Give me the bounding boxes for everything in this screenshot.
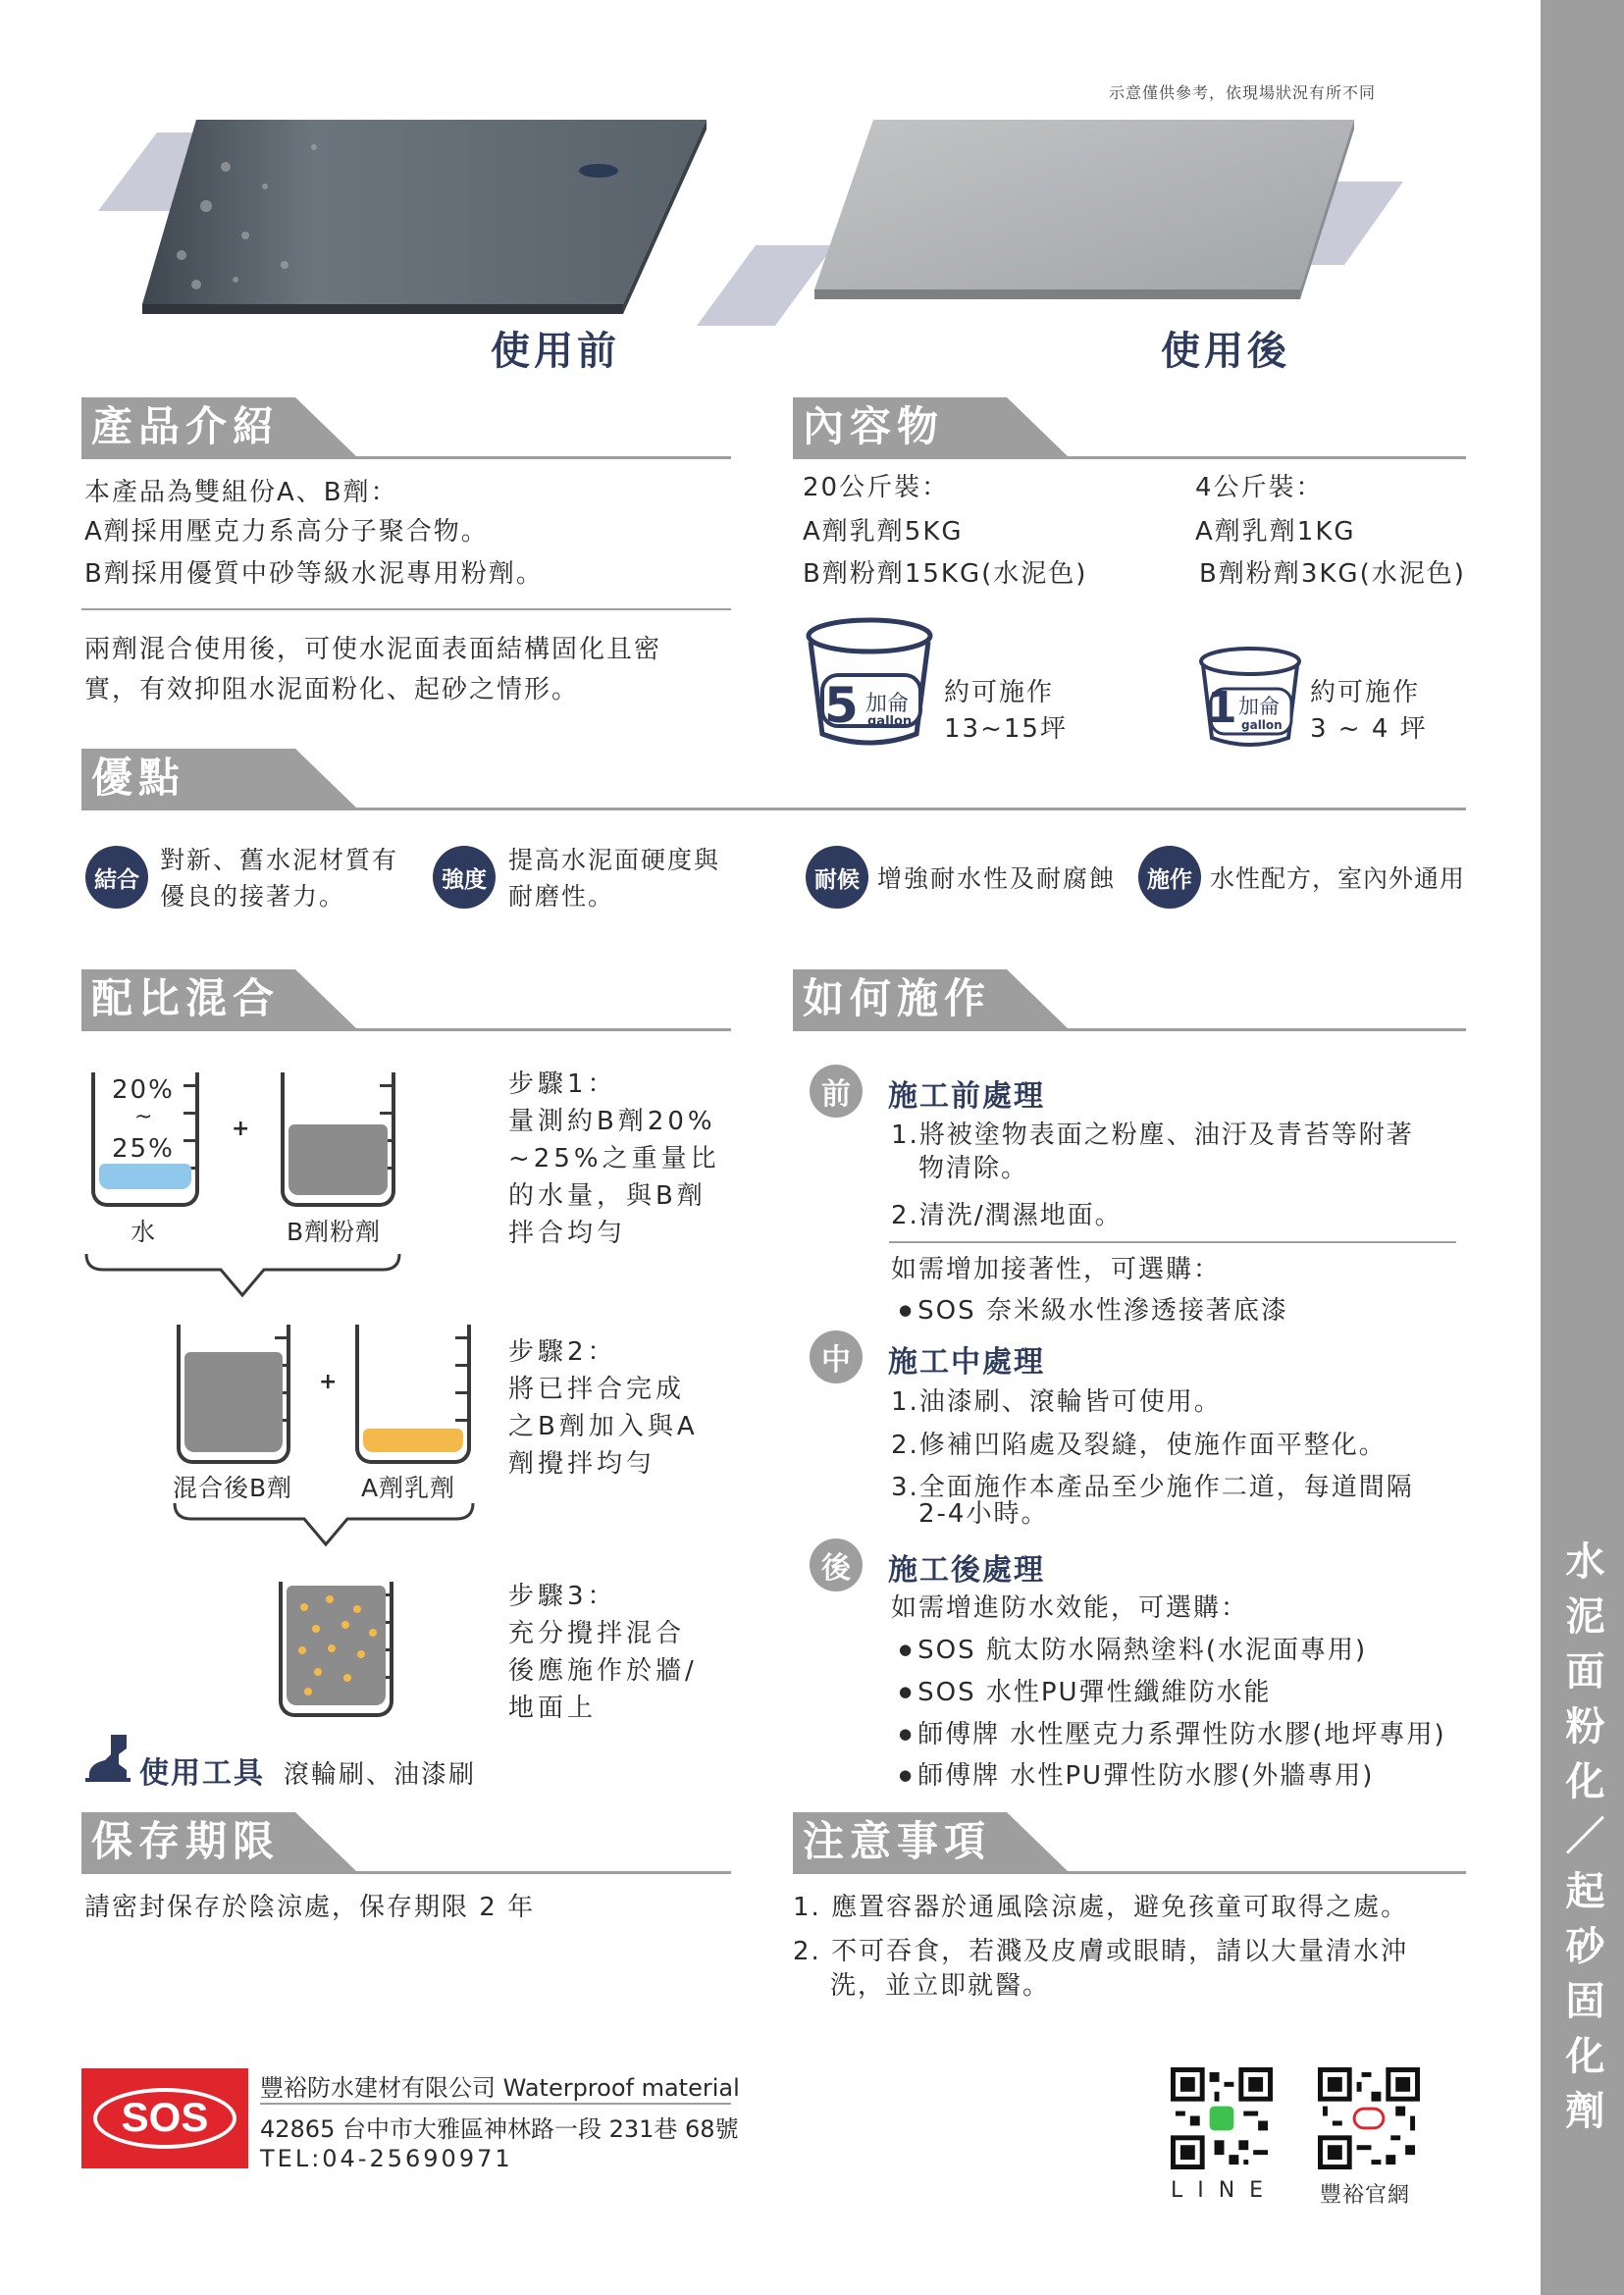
step-1 [508,1066,720,1252]
step-2-line-1: 將已拌合完成 [508,1375,686,1404]
section-contents-title: 內容物 [803,402,945,450]
after-caption: 使用後 [1161,329,1290,374]
step-2-line-2: 之B劑加入與A [508,1412,699,1441]
before-divider [889,1241,1456,1243]
pack4-title: 4公斤裝： [1195,473,1324,502]
intro-desc-2: 實，有效抑阻水泥面粉化、起砂之情形。 [84,675,580,704]
advantage-text-strength-2: 耐磨性。 [508,882,615,911]
bucket-1-number: 1 [1207,683,1237,733]
during-item-2: 2.修補凹陷處及裂縫，使施作面平整化。 [891,1431,1387,1460]
ratio-top: 20% [112,1075,175,1105]
section-how-to-title: 如何施作 [803,974,992,1022]
label-water: 水 [131,1218,157,1246]
step-3-line-3: 地面上 [508,1694,598,1723]
after-optional: 如需增進防水效能，可選購： [891,1593,1249,1623]
step-2-title: 步驟2： [508,1337,617,1367]
plus-2: + [319,1370,338,1394]
pack20-b: B劑粉劑15KG(水泥色) [803,559,1088,589]
advantage-text-bond-2: 優良的接著力。 [160,882,346,911]
advantage-text-apply: 水性配方，室內外通用 [1210,864,1466,893]
ratio-mid: ~ [134,1105,153,1129]
section-storage [81,1812,731,1873]
step-2-line-3: 劑攪拌均勻 [508,1449,656,1479]
ratio-bottom: 25% [112,1134,175,1164]
phase-before-title: 施工前處理 [888,1079,1045,1114]
pack4-a: A劑乳劑1KG [1195,517,1356,547]
website-qr-code[interactable] [1318,2067,1420,2169]
step-3-line-1: 充分攪拌混合 [508,1619,686,1648]
after-option-1: ● SOS 航太防水隔熱塗料(水泥面專用) [899,1633,1367,1667]
during-item-3: 3.全面施作本產品至少施作二道，每道間隔 [891,1473,1414,1502]
intro-line-1: 本產品為雙組份A、B劑： [84,478,398,507]
step-1-line-3: 的水量，與B劑 [508,1181,707,1211]
label-mixed-b: 混合後B劑 [173,1474,293,1502]
sos-logo-text: SOS [121,2094,209,2140]
after-option-3: ● 師傅牌 水性壓克力系彈性防水膠(地坪專用) [899,1717,1446,1751]
before-illustration [88,108,736,334]
bucket-5-text1: 約可施作 [944,678,1055,707]
before-item-1: 1.將被塗物表面之粉塵、油汙及青苔等附著 [891,1121,1414,1150]
plus-1: + [232,1117,250,1141]
label-powder: B劑粉劑 [287,1218,382,1246]
advantage-text-weather: 增強耐水性及耐腐蝕 [877,864,1117,893]
label-emulsion: A劑乳劑 [361,1474,456,1502]
phase-before-badge: 前 [810,1065,863,1118]
intro-line-3: B劑採用優質中砂等級水泥專用粉劑。 [84,559,544,589]
sand-dots [290,1590,389,1707]
intro-divider [81,608,731,610]
brace-2 [172,1501,476,1550]
section-advantages [81,749,1466,809]
bucket-5-gallon: gallon [867,714,913,729]
step-3-line-2: 後應施作於牆/ [508,1656,698,1686]
pack20-a: A劑乳劑5KG [803,517,964,547]
advantage-badge-strength: 強度 [433,846,496,909]
before-item-1b: 物清除。 [918,1154,1029,1183]
after-option-2: ● SOS 水性PU彈性纖維防水能 [899,1675,1272,1709]
bucket-5-unit: 加侖 [865,692,910,716]
line-qr-label: L I N E [1171,2178,1268,2203]
caution-1: 1. 應置容器於通風陰涼處，避免孩童可取得之處。 [793,1893,1409,1922]
section-cautions-title: 注意事項 [803,1817,992,1865]
before-item-2: 2.清洗/潤濕地面。 [891,1201,1123,1230]
before-caption: 使用前 [491,329,620,374]
before-option-1: ● SOS 奈米級水性滲透接著底漆 [899,1293,1288,1328]
pack20-title: 20公斤裝： [803,473,950,502]
brace-1 [83,1252,402,1301]
phase-after-title: 施工後處理 [888,1553,1045,1588]
bucket-1-text2: 3 ~ 4 坪 [1310,714,1428,744]
bucket-1-gallon: gallon [1241,718,1283,732]
step-1-line-4: 拌合均勻 [508,1219,627,1248]
footer-divider [260,2103,731,2105]
advantage-text-strength-1: 提高水泥面硬度與 [508,846,721,874]
phase-during-badge: 中 [810,1330,863,1383]
section-storage-title: 保存期限 [91,1817,281,1865]
step-3-title: 步驟3： [508,1582,617,1611]
advantage-badge-weather: 耐候 [806,846,868,909]
before-optional: 如需增加接著性，可選購： [891,1255,1222,1284]
section-advantages-title: 優點 [91,754,186,802]
footer-tel: TEL:04-25690971 [260,2145,513,2172]
intro-desc-1: 兩劑混合使用後，可使水泥面表面結構固化且密 [84,635,662,664]
powder-beaker [281,1072,395,1207]
after-option-4: ● 師傅牌 水性PU彈性防水膠(外牆專用) [899,1758,1374,1793]
storage-text: 請密封保存於陰涼處，保存期限 2 年 [84,1893,536,1922]
section-contents [793,397,1466,458]
caution-2: 2. 不可吞食，若濺及皮膚或眼睛，請以大量清水沖 [793,1937,1409,1966]
advantage-text-bond-1: 對新、舊水泥材質有 [160,846,399,874]
footer-company: 豐裕防水建材有限公司 Waterproof material [260,2074,740,2102]
tools-title: 使用工具 [139,1756,265,1791]
mixed-b-beaker [177,1325,290,1464]
bucket-1-unit: 加侖 [1238,695,1280,718]
caution-2b: 洗，並立即就醫。 [830,1971,1051,2001]
footer-address: 42865 台中市大雅區神林路一段 231巷 68號 [260,2115,739,2143]
advantage-badge-bond: 結合 [85,846,148,909]
sos-logo [81,2068,248,2168]
bucket-5-text2: 13~15坪 [944,714,1068,744]
bucket-5-number: 5 [824,677,859,734]
step-2 [508,1333,699,1483]
emulsion-beaker [355,1325,471,1464]
website-qr-label: 豐裕官網 [1320,2183,1411,2208]
section-intro-title: 產品介紹 [91,402,281,450]
paint-brush-icon [81,1731,134,1784]
pack4-b: B劑粉劑3KG(水泥色) [1199,559,1466,589]
final-mix-beaker [279,1582,393,1717]
intro-line-2: A劑採用壓克力系高分子聚合物。 [84,517,489,547]
phase-during-title: 施工中處理 [888,1345,1045,1380]
step-3 [508,1578,698,1727]
section-how-to [793,969,1466,1030]
section-mixing [81,969,731,1030]
after-illustration [677,108,1423,334]
phase-after-badge: 後 [810,1539,863,1591]
step-1-line-2: ~25%之重量比 [508,1144,720,1174]
step-1-line-1: 量測約B劑20% [508,1107,716,1136]
bucket-1-text1: 約可施作 [1310,678,1421,707]
during-item-1: 1.油漆刷、滾輪皆可使用。 [891,1387,1222,1417]
advantage-badge-apply: 施作 [1138,846,1201,909]
side-title: 水泥面粉化／起砂固化劑 [1559,1540,1604,2145]
disclaimer-note: 示意僅供參考，依現場狀況有所不同 [1109,83,1377,102]
step-1-title: 步驟1： [508,1069,617,1099]
during-item-3b: 2-4小時。 [918,1499,1049,1529]
line-qr-code[interactable] [1171,2067,1273,2169]
tools-text: 滾輪刷、油漆刷 [284,1760,477,1790]
section-mixing-title: 配比混合 [91,974,281,1022]
section-cautions [793,1812,1466,1873]
section-intro [81,397,731,458]
